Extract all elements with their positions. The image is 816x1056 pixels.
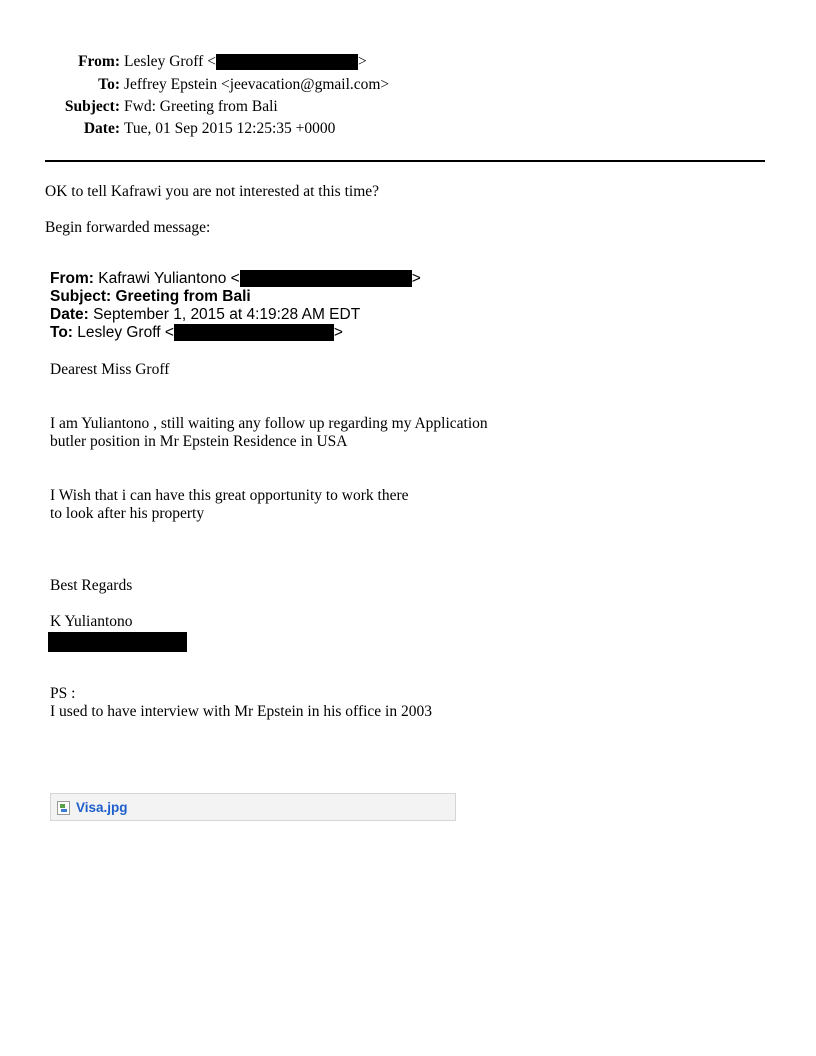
header-subject-label: Subject:: [64, 98, 120, 115]
header-subject-row: [0, 97, 500, 117]
redacted-block: [216, 54, 358, 70]
fwd-to-row: [50, 324, 343, 342]
header-to-row: [0, 75, 500, 95]
header-to-value: Jeffrey Epstein <jeevacation@gmail.com>: [124, 76, 390, 93]
fwd-subject-value: Greeting from Bali: [115, 288, 251, 305]
body-line-2: Begin forwarded message:: [45, 219, 211, 236]
fwd-date-value: September 1, 2015 at 4:19:28 AM EDT: [93, 306, 361, 323]
fwd-para2-line1: I Wish that i can have this great opportunity to work there: [50, 487, 409, 504]
redacted-block: [240, 270, 412, 287]
header-divider: [45, 160, 765, 162]
fwd-closing: Best Regards: [50, 577, 133, 594]
header-date-row: [0, 119, 500, 139]
header-date-label: Date:: [83, 120, 120, 137]
header-from-text: Lesley Groff <: [124, 53, 216, 70]
fwd-greeting: Dearest Miss Groff: [50, 361, 170, 378]
fwd-to-close: >: [333, 324, 343, 341]
fwd-subject-row: [50, 288, 251, 306]
body-line-1: OK to tell Kafrawi you are not interested at this time?: [45, 183, 380, 200]
header-subject-value: Fwd: Greeting from Bali: [124, 98, 278, 115]
fwd-to-value: Lesley Groff <: [77, 324, 174, 341]
fwd-from-close: >: [411, 270, 421, 287]
fwd-ps-label: PS :: [50, 685, 76, 702]
fwd-ps-text: I used to have interview with Mr Epstein in his office in 2003: [50, 703, 432, 720]
fwd-from-row: [50, 270, 421, 288]
fwd-signature: K Yuliantono: [50, 613, 133, 630]
header-from-close: >: [357, 53, 367, 70]
fwd-para1-line2: butler position in Mr Epstein Residence in USA: [50, 433, 348, 450]
broken-image-icon: [57, 801, 70, 815]
fwd-from-value: Kafrawi Yuliantono <: [98, 270, 240, 287]
fwd-to-label: To:: [50, 324, 73, 341]
header-from-label: From:: [78, 53, 120, 70]
header-from-value: [124, 52, 367, 72]
fwd-para2-line2: to look after his property: [50, 505, 205, 522]
fwd-date-label: Date:: [50, 306, 89, 323]
fwd-para1-line1: I am Yuliantono , still waiting any follow up regarding my Application: [50, 415, 488, 432]
header-to-label: To:: [98, 76, 120, 93]
fwd-subject-label: Subject:: [50, 288, 112, 305]
attachment-link[interactable]: Visa.jpg: [76, 800, 128, 815]
redacted-block: [48, 632, 187, 652]
fwd-from-label: From:: [50, 270, 94, 287]
header-date-value: Tue, 01 Sep 2015 12:25:35 +0000: [124, 120, 336, 137]
redacted-block: [174, 324, 334, 341]
header-from-row: [0, 52, 500, 72]
attachment-bar[interactable]: [50, 793, 456, 821]
fwd-date-row: [50, 306, 360, 324]
